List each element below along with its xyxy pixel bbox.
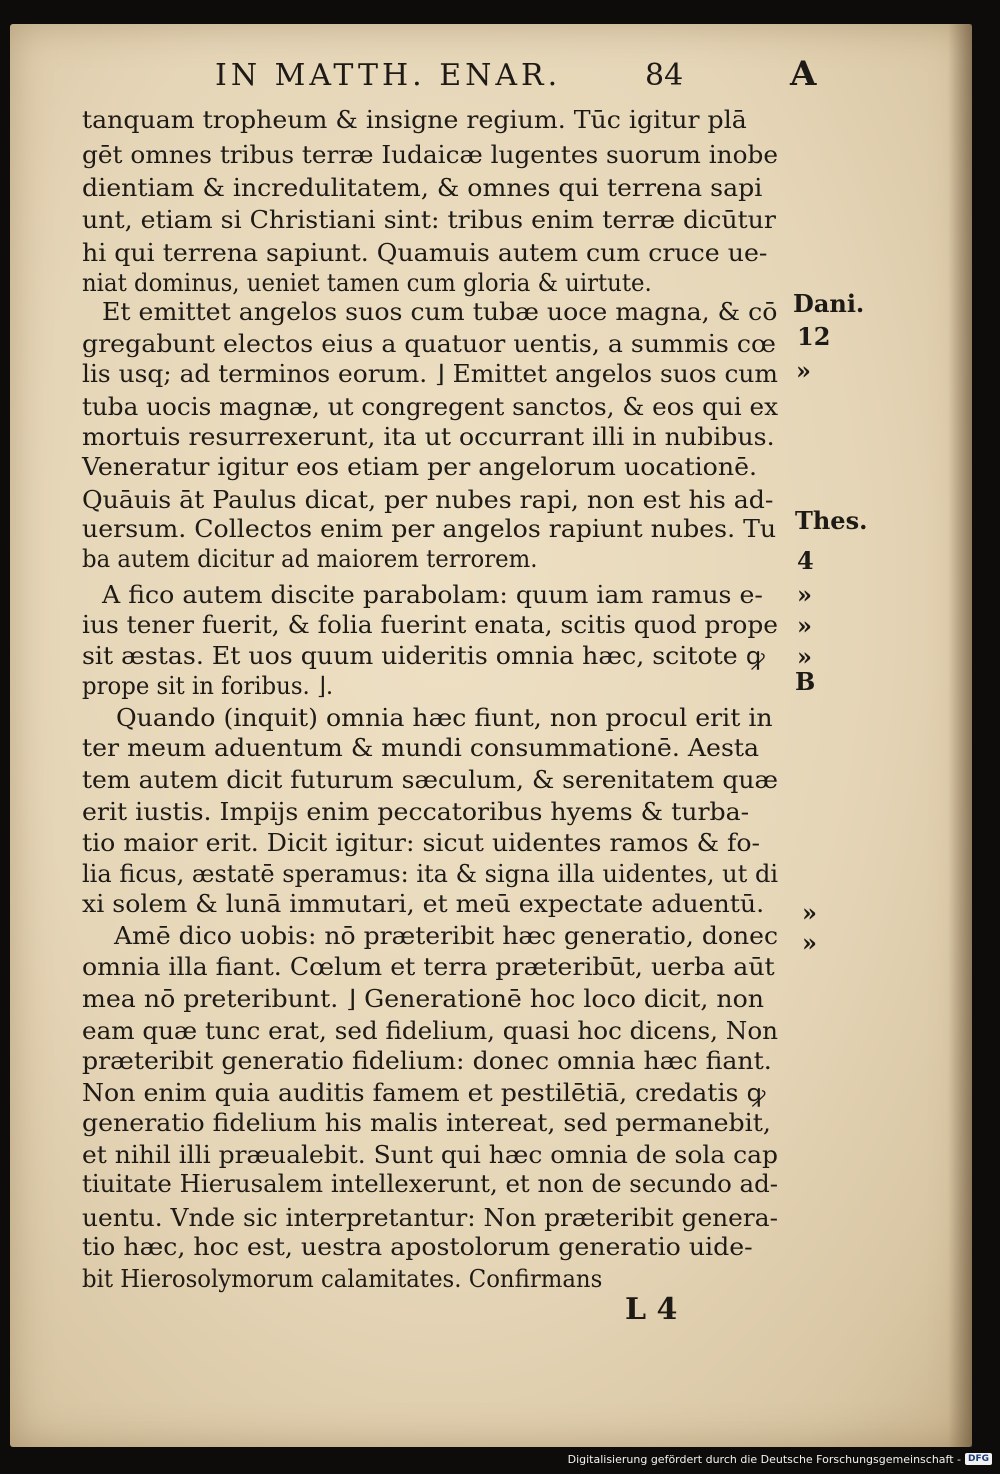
margin-note: » — [802, 928, 817, 957]
text-line: omnia illa fiant. Cœlum et terra præteribūt, uerba aūt — [82, 953, 775, 981]
signature-mark: A — [790, 54, 817, 94]
text-line: gregabunt electos eius a quatuor uentis, a summis cœ — [82, 330, 776, 358]
text-line: tanquam tropheum & insigne regium. Tūc igitur plā — [82, 106, 747, 134]
margin-note: Dani. — [793, 289, 865, 318]
text-line: bit Hierosolymorum calamitates. Confirmans — [82, 1265, 603, 1293]
text-line: Et emittet angelos suos cum tubæ uoce magna, & cō — [102, 298, 778, 326]
text-line: dientiam & incredulitatem, & omnes qui terrena sapi — [82, 174, 763, 202]
text-line: hi qui terrena sapiunt. Quamuis autem cum cruce ue- — [82, 239, 768, 267]
dfg-logo: DFG — [965, 1453, 992, 1465]
text-line: ius tener fuerit, & folia fuerint enata, scitis quod prope — [82, 611, 778, 639]
text-line: tem autem dicit futurum sæculum, & serenitatem quæ — [82, 766, 778, 794]
text-line: lia ficus, æstatē speramus: ita & signa illa uidentes, ut di — [82, 860, 778, 888]
text-line: eam quæ tunc erat, sed fidelium, quasi hoc dicens, Non — [82, 1017, 778, 1045]
running-header — [215, 54, 817, 108]
text-line: et nihil illi præualebit. Sunt qui hæc omnia de sola cap — [82, 1141, 778, 1169]
margin-note: » — [797, 611, 812, 640]
text-line: ba autem dicitur ad maiorem terrorem. — [82, 545, 538, 573]
text-line: erit iustis. Impijs enim peccatoribus hyems & turba- — [82, 798, 750, 826]
text-line: tiuitate Hierusalem intellexerunt, et non de secundo ad- — [82, 1170, 778, 1198]
text-line: mortuis resurrexerunt, ita ut occurrant illi in nubibus. — [82, 423, 775, 451]
signature-bottom: L 4 — [625, 1292, 678, 1327]
digitization-footer — [568, 1450, 992, 1468]
text-line: tio hæc, hoc est, uestra apostolorum generatio uide- — [82, 1233, 753, 1261]
footer-credit: Digitalisierung gefördert durch die Deutsche Forschungsgemeinschaft - — [567, 1452, 961, 1466]
margin-note: » — [802, 898, 817, 927]
margin-note: » — [797, 642, 812, 671]
text-line: uersum. Collectos enim per angelos rapiunt nubes. Tu — [82, 515, 777, 543]
text-line: xi solem & lunā immutari, et meū expectate aduentū. — [82, 890, 765, 918]
text-line: uentu. Vnde sic interpretantur: Non præteribit genera- — [82, 1204, 778, 1232]
text-line: unt, etiam si Christiani sint: tribus enim terræ dicūtur — [82, 206, 776, 234]
margin-note: 4 — [797, 546, 814, 575]
folio-number: 84 — [645, 58, 684, 93]
text-line: sit æstas. Et uos quum uideritis omnia hæc, scitote ꝙ — [82, 642, 765, 670]
text-line: Quāuis āt Paulus dicat, per nubes rapi, non est his ad- — [82, 486, 774, 514]
running-title: IN MATTH. ENAR. — [215, 58, 562, 93]
text-line: mea nō preteribunt. ⌋ Generationē hoc loco dicit, non — [82, 985, 765, 1013]
text-line: generatio fidelium his malis intereat, sed permanebit, — [82, 1109, 771, 1137]
text-line: Amē dico uobis: nō præteribit hæc generatio, donec — [114, 922, 778, 950]
text-line: ter meum aduentum & mundi consummationē. Aesta — [82, 734, 760, 762]
margin-note: B — [795, 667, 816, 696]
text-line: lis usq; ad terminos eorum. ⌋ Emittet angelos suos cum — [82, 360, 778, 388]
text-line: gēt omnes tribus terræ Iudaicæ lugentes suorum inobe — [82, 141, 778, 169]
margin-note: » — [796, 356, 811, 385]
text-line: niat dominus, ueniet tamen cum gloria & uirtute. — [82, 269, 652, 297]
text-line: prope sit in foribus. ⌋. — [82, 672, 334, 700]
margin-note: Thes. — [795, 506, 868, 535]
text-line: A fico autem discite parabolam: quum iam ramus e- — [102, 581, 763, 609]
text-line: præteribit generatio fidelium: donec omnia hæc fiant. — [82, 1047, 772, 1075]
margin-note: » — [797, 580, 812, 609]
text-line: tio maior erit. Dicit igitur: sicut uidentes ramos & fo- — [82, 829, 761, 857]
text-line: tuba uocis magnæ, ut congregent sanctos, & eos qui ex — [82, 393, 778, 421]
text-line: Non enim quia auditis famem et pestilētiā, credatis ꝙ — [82, 1079, 766, 1107]
page-gutter-shadow — [948, 24, 972, 1447]
text-line: Quando (inquit) omnia hæc fiunt, non procul erit in — [116, 704, 773, 732]
margin-note: 12 — [797, 322, 831, 351]
text-line: Veneratur igitur eos etiam per angelorum uocationē. — [82, 453, 758, 481]
